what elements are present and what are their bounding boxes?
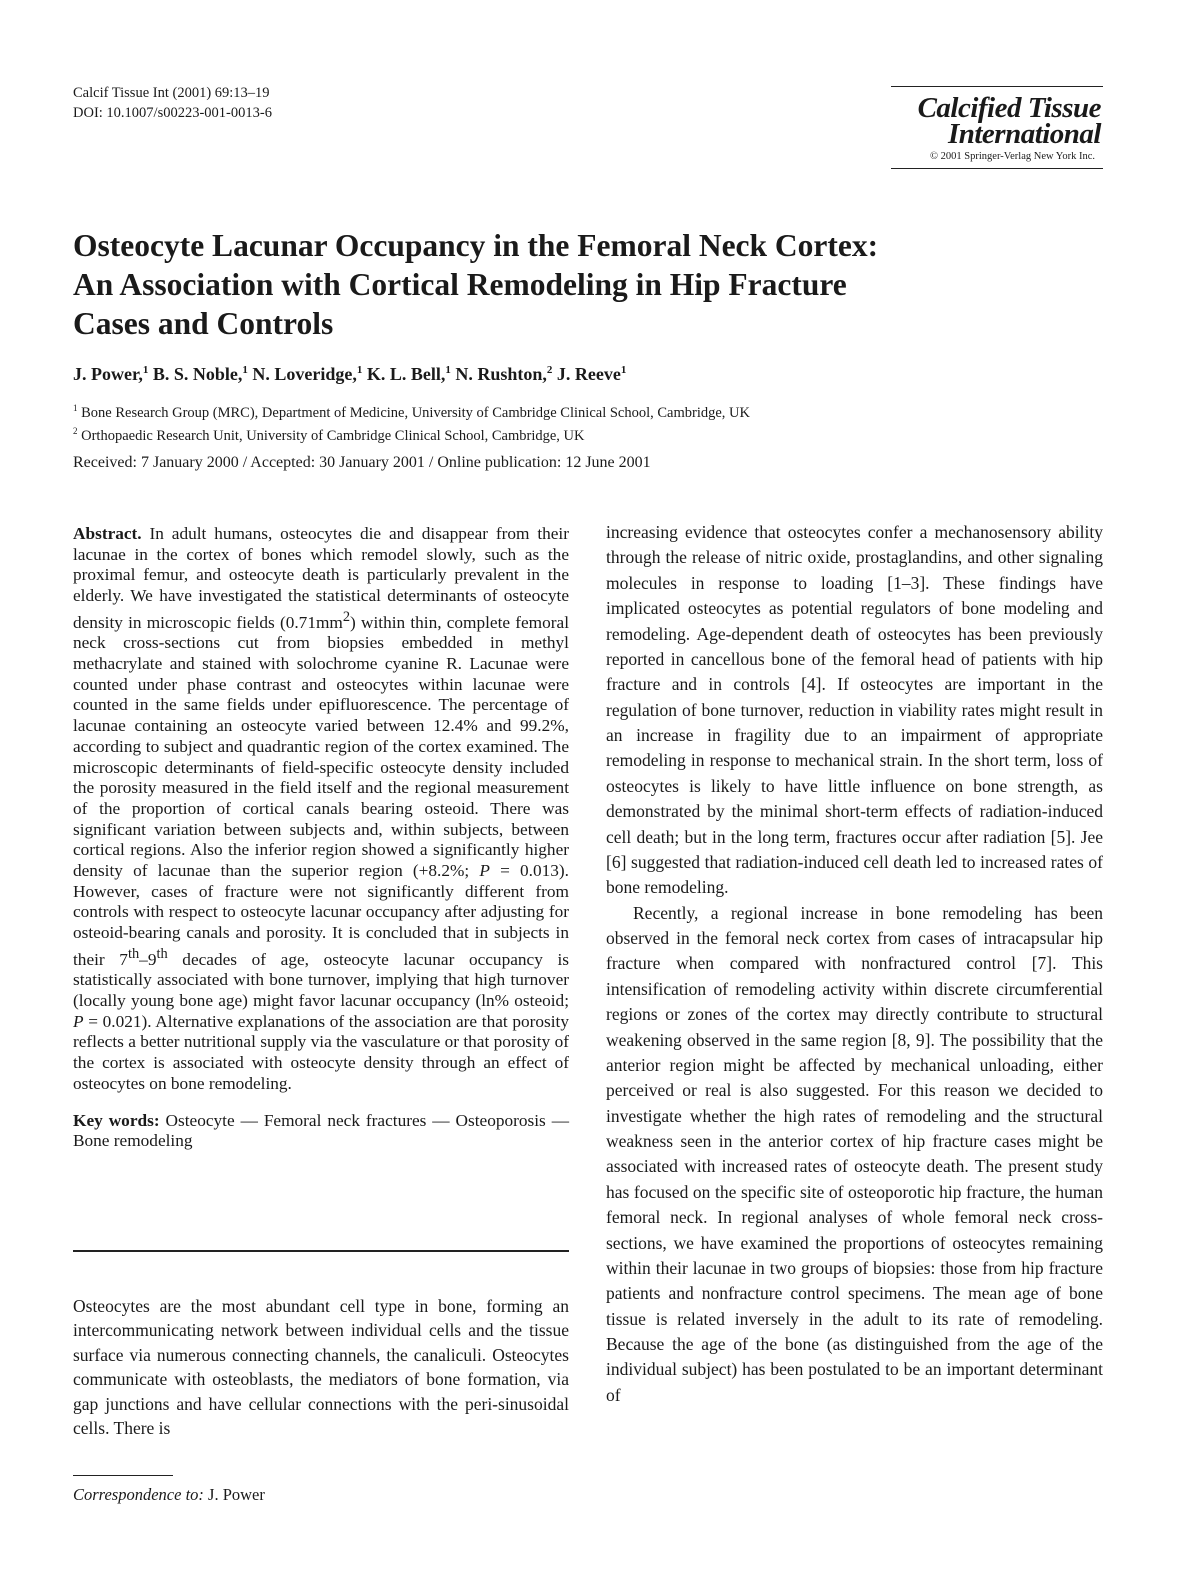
title-line2: An Association with Cortical Remodeling in Hip Fracture <box>73 267 847 302</box>
affiliation: $^2$ Orthopaedic Research Unit, University of Cambridge Clinical School, Cambridge, UK <box>73 425 585 444</box>
publication-dates: Received: 7 January 2000 / Accepted: 30 January 2001 / Online publication: 12 June 2001 <box>73 454 651 471</box>
journal-logo-box <box>891 86 1103 169</box>
journal-name-line1: Calcified Tissue <box>917 92 1101 124</box>
author: N. Rushton,$^2$ <box>455 364 553 384</box>
author: K. L. Bell,$^1$ <box>366 364 451 384</box>
author: N. Loveridge,$^1$ <box>252 364 363 384</box>
author: B. S. Noble,$^1$ <box>152 364 248 384</box>
section-divider <box>73 1250 569 1252</box>
correspondence-note: Correspondence to: J. Power <box>73 1485 265 1504</box>
citation-line: Calcif Tissue Int (2001) 69:13–19 <box>73 85 270 101</box>
paper-title <box>73 226 1013 343</box>
footnote-divider <box>73 1475 173 1476</box>
right-column <box>606 520 1103 1408</box>
author: J. Reeve$^1$ <box>556 364 627 384</box>
affiliation: $^1$ Bone Research Group (MRC), Department of Medicine, University of Cambridge Clinical School, Cambridge, UK <box>73 403 750 421</box>
journal-name <box>891 87 1103 150</box>
citation-header <box>73 83 272 123</box>
journal-name-line2: International <box>947 118 1101 150</box>
journal-copyright: © 2001 Springer-Verlag New York Inc. <box>930 151 1095 162</box>
left-column <box>73 524 569 1152</box>
abstract-label: Abstract. <box>73 524 142 543</box>
title-line1: Osteocyte Lacunar Occupancy in the Femoral Neck Cortex: <box>73 228 879 263</box>
author: J. Power,$^1$ <box>73 364 149 384</box>
body-paragraph: increasing evidence that osteocytes confer a mechanosensory ability through the release of nitric oxide, prostaglandins, and other signaling molecules in response to loading [1–3]. These findings have implicated osteocytes as potential regulators of bone modeling and remodeling. Age-dependent death of osteocytes has been previously reported in cancellous bone of the femoral head of patients with hip fracture and in controls [4]. If osteocytes are important in the regulation of bone turnover, reduction in viability rates might result in an increase in fragility due to an impairment of appropriate remodeling in response to mechanical strain. In the short term, loss of osteocytes is likely to have little influence on bone strength, as demonstrated by the minimal short-term effects of radiation-induced cell death; but in the long term, fractures occur after radiation [5]. Jee [6] suggested that radiation-induced cell death led to increased rates of bone remodeling. <box>606 522 1103 898</box>
author-list <box>73 364 626 385</box>
keywords-label: Key words: <box>73 1110 160 1130</box>
keywords: Key words: Osteocyte — Femoral neck fractures — Osteoporosis — Bone remodeling <box>73 1110 569 1151</box>
affiliations <box>73 399 750 445</box>
doi-line: DOI: 10.1007/s00223-001-0013-6 <box>73 105 272 121</box>
body-paragraph: Recently, a regional increase in bone remodeling has been observed in the femoral neck cortex from cases of intracapsular hip fracture when compared with nonfractured control [7]. This intensification of remodeling activity within discrete circumferential regions or zones of the cortex may directly contribute to structural weakening observed in the same region [8, 9]. The possibility that the anterior region might be affected by mechanical unloading, either perceived or real is also suggested. For this reason we decided to investigate whether the high rates of remodeling and the structural weakness seen in the anterior cortex of hip fracture cases might be associated with increased rates of osteocyte death. The present study has focused on the specific site of osteoporotic hip fracture, the human femoral neck. In regional analyses of whole femoral neck cross-sections, we have examined the proportions of osteocytes remaining within their lacunae in two groups of biopsies: those from hip fracture patients and nonfracture control specimens. The mean age of bone tissue is related inversely in the adult to its rate of remodeling. Because the age of the bone (as distinguished from the age of the individual subject) has been postulated to be an important determinant of <box>606 902 1103 1405</box>
abstract: Abstract. In adult humans, osteocytes die and disappear from their lacunae in the cortex of bones which remodel slowly, such as the proximal femur, and osteocyte death is particularly prevalent in the elderly. We have investigated the statistical determinants of osteocyte density in microscopic fields $(0.71mm^2)$ within thin, complete femoral neck cross-sections cut from biopsies embedded in methyl methacrylate and stained with solochrome cyanine R. Lacunae were counted under phase contrast and osteocytes within lacunae were counted in the same fields under epifluorescence. The percentage of lacunae containing an osteocyte varied between 12.4% and 99.2%, according to subject and quadrantic region of the cortex examined. The microscopic determinants of field-specific osteocyte density included the porosity measured in the field itself and the regional measurement of the proportion of cortical canals bearing osteoid. There was significant variation between subjects and, within subjects, between cortical regions. Also the inferior region showed a significantly higher density of lacunae than the superior region (+8.2%; P = 0.013). However, cases of fracture were not significantly different from controls with respect to osteocyte lacunar occupancy after adjusting for osteoid-bearing canals and porosity. It is concluded that in subjects in their 7th–9th decades of age, osteocyte lacunar occupancy is statistically associated with bone turnover, implying that high turnover (locally young bone age) might favor lacunar occupancy (ln% osteoid; P = 0.021). Alternative explanations of the association are that porosity reflects a better nutritional supply via the vasculature or that porosity of the cortex is associated with osteocyte density through an effect of osteocytes on bone remodeling. <box>73 524 569 1093</box>
title-line3: Cases and Controls <box>73 306 334 341</box>
intro-paragraph: Osteocytes are the most abundant cell type in bone, forming an intercommunicating network between individual cells and the tissue surface via numerous connecting channels, the canaliculi. Osteocytes communicate with osteoblasts, the mediators of bone formation, via gap junctions and have cellular connections with the peri-sinusoidal cells. There is <box>73 1296 569 1439</box>
